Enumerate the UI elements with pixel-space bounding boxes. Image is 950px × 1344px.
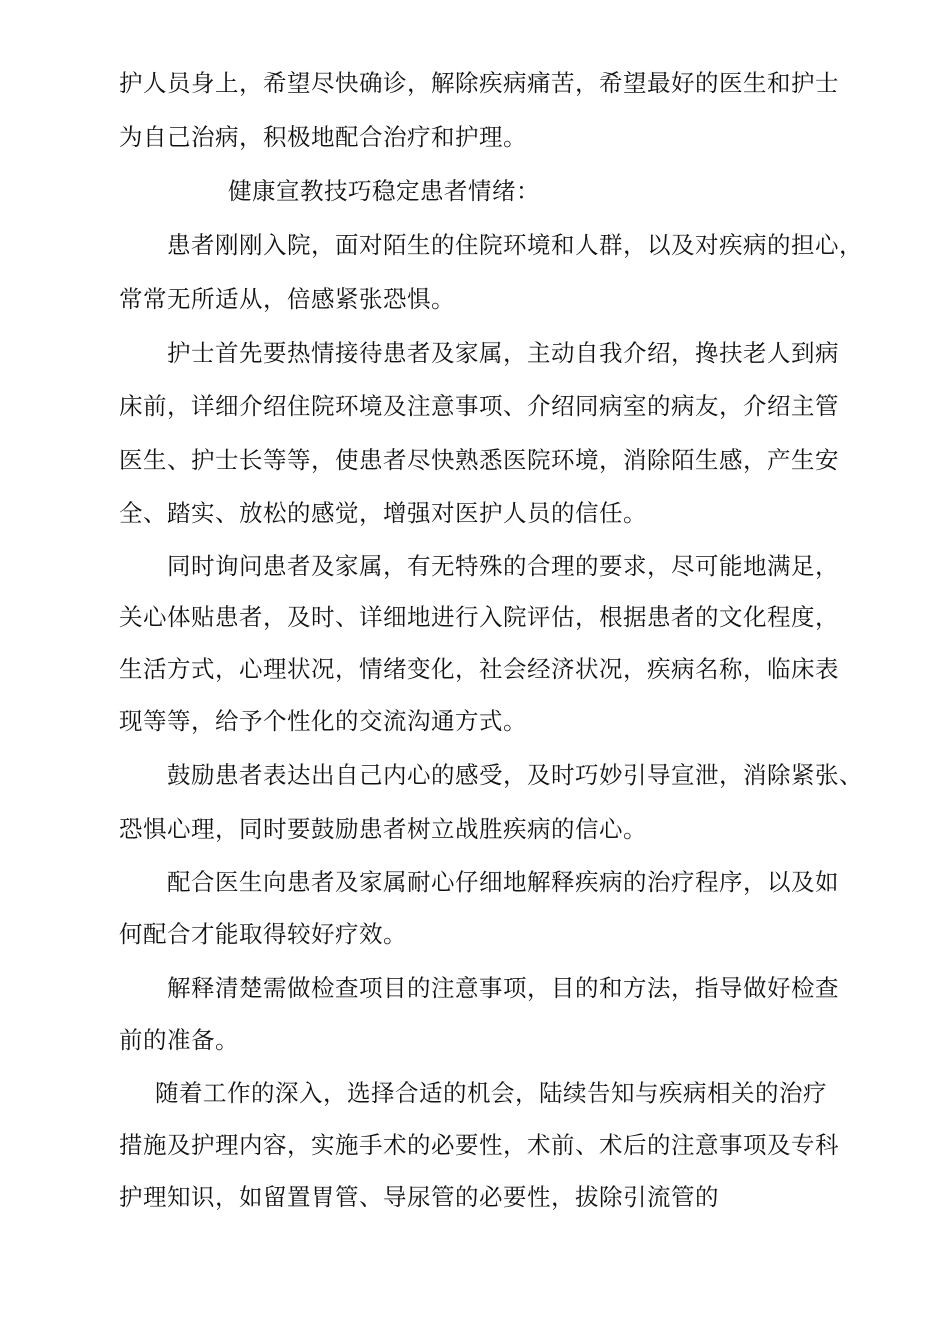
text-line: 医生、护士长等等，使患者尽快熟悉医院环境，消除陌生感，产生安 xyxy=(119,446,839,474)
section-heading: 健康宣教技巧稳定患者情绪： xyxy=(228,177,540,205)
text-line: 为自己治病，积极地配合治疗和护理。 xyxy=(119,123,527,151)
text-line: 患者刚刚入院，面对陌生的住院环境和人群，以及对疾病的担心， xyxy=(167,231,863,259)
text-line: 常常无所适从，倍感紧张恐惧。 xyxy=(119,285,455,313)
text-line: 鼓励患者表达出自己内心的感受，及时巧妙引导宣泄，消除紧张、 xyxy=(167,761,863,789)
text-line: 何配合才能取得较好疗效。 xyxy=(119,920,407,948)
text-line: 关心体贴患者，及时、详细地进行入院评估，根据患者的文化程度， xyxy=(119,603,839,631)
text-line: 恐惧心理，同时要鼓励患者树立战胜疾病的信心。 xyxy=(119,815,647,843)
text-line: 措施及护理内容，实施手术的必要性，术前、术后的注意事项及专科 xyxy=(119,1131,839,1159)
text-line: 护理知识，如留置胃管、导尿管的必要性，拔除引流管的 xyxy=(119,1183,719,1211)
text-line: 前的准备。 xyxy=(119,1026,239,1054)
text-line: 现等等，给予个性化的交流沟通方式。 xyxy=(119,707,527,735)
text-line: 床前，详细介绍住院环境及注意事项、介绍同病室的病友，介绍主管 xyxy=(119,392,839,420)
text-line: 护人员身上，希望尽快确诊，解除疾病痛苦，希望最好的医生和护士 xyxy=(119,69,839,97)
text-line: 配合医生向患者及家属耐心仔细地解释疾病的治疗程序，以及如 xyxy=(167,868,839,896)
text-line: 解释清楚需做检查项目的注意事项，目的和方法，指导做好检查 xyxy=(167,974,839,1002)
text-line: 随着工作的深入，选择合适的机会，陆续告知与疾病相关的治疗 xyxy=(155,1079,827,1107)
text-line: 生活方式，心理状况，情绪变化，社会经济状况，疾病名称，临床表 xyxy=(119,655,839,683)
text-line: 护士首先要热情接待患者及家属，主动自我介绍，搀扶老人到病 xyxy=(167,339,839,367)
text-line: 同时询问患者及家属，有无特殊的合理的要求，尽可能地满足， xyxy=(167,552,839,580)
text-line: 全、踏实、放松的感觉，增强对医护人员的信任。 xyxy=(119,499,647,527)
